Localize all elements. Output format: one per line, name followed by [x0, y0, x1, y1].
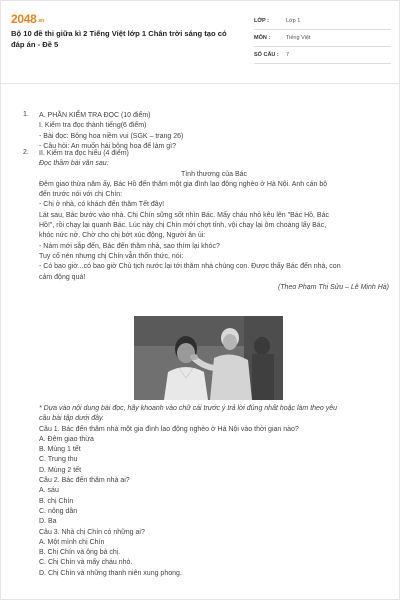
story-photo	[134, 316, 283, 400]
photo-illustration	[134, 316, 283, 400]
answer-option: B. chị Chín	[39, 497, 74, 505]
story-line: khóc nức nở. Chờ cho chị bớt xúc động, Người ân ủi:	[39, 232, 206, 240]
question-line: Câu 3. Nhà chị Chín có những ai?	[39, 528, 145, 536]
document-title: Bộ 10 đề thi giữa kì 2 Tiếng Việt lớp 1 Chân trời sáng tạo có đáp án - Đề 5	[11, 29, 227, 49]
meta-subject-key: MÔN :	[254, 35, 271, 41]
story-line: - Chị ở nhà, có khách đến thăm Tết đây!	[39, 201, 165, 209]
question-number: 1.	[23, 111, 29, 118]
answer-option: C. nông dân	[39, 507, 78, 515]
answer-option: D. Ba	[39, 518, 57, 526]
answer-instruction: * Dựa vào nội dung bài đọc, hãy khoanh vào chữ cái trước ý trả lời đúng nhất hoặc làm theo yêu	[39, 405, 338, 412]
question-line: Câu 1. Bác đến thăm nhà một gia đình lao động nghèo ở Hà Nội vào thời gian nào?	[39, 425, 299, 433]
story-line: - Nám mới sắp đến, Bác đến thăm nhà, sao thím lại khóc?	[39, 242, 220, 250]
story-source: (Theo Phạm Thị Sửu – Lê Minh Hà)	[277, 283, 389, 291]
answer-option: C. Trung thu	[39, 456, 78, 464]
meta-count-row	[254, 47, 391, 64]
story-line: Lát sau, Bác bước vào nhà. Chị Chín sững sốt nhìn Bác. Mấy cháu nhỏ kêu lên "Bác Hồ, Bác	[39, 211, 329, 219]
q1-line: A. PHẦN KIỂM TRA ĐỌC (10 điểm)	[39, 112, 151, 119]
answer-option: A. Đêm giao thừa	[39, 435, 94, 443]
answer-instruction: cầu bài tập dưới đây.	[39, 415, 104, 423]
q1-line: I. Kiểm tra đọc thành tiếng(6 điểm)	[39, 122, 147, 130]
story-title: Tình thương của Bác	[180, 170, 248, 178]
answer-option: B. Mùng 1 tết	[39, 446, 81, 454]
meta-count-key: SỐ CÂU :	[254, 52, 279, 58]
answer-option: D. Mùng 2 tết	[39, 466, 82, 474]
question-number: 2.	[23, 149, 29, 156]
reading-instruction: Đọc thầm bài văn sau:	[39, 160, 109, 168]
site-logo[interactable]: 2048.vn	[11, 12, 44, 26]
q1-line: - Bài đọc: Bông hoa niềm vui (SGK – trang 26)	[39, 132, 184, 140]
answer-option: D. Chị Chín và những thanh niên xung phong.	[39, 569, 182, 577]
answer-option: C. Chị Chín và mấy cháu nhỏ.	[39, 559, 133, 567]
question-2-continued	[39, 404, 389, 579]
meta-subject-value: Tiếng Việt	[286, 35, 311, 41]
question-1-body	[39, 111, 389, 152]
question-line: Câu 2. Bác đến thăm nhà ai?	[39, 477, 130, 485]
meta-count-value: 7	[286, 52, 290, 58]
header-divider	[1, 83, 400, 84]
q1-line: - Câu hỏi: An muốn hái bông hoa để làm gì?	[39, 142, 176, 150]
story-line: đến trước nói với chị Chín:	[39, 191, 123, 199]
section-heading: II. Kiểm tra đọc hiểu (4 điểm)	[39, 150, 129, 157]
meta-subject-row	[254, 30, 391, 47]
answer-option: A. sáu	[39, 487, 59, 495]
meta-class-value: Lớp 1	[286, 18, 301, 24]
meta-class-row	[254, 13, 391, 30]
answer-option: B. Chị Chín và ông bà chị.	[39, 549, 121, 557]
story-line: - Có bao giờ...có bao giờ Chủ tịch nước lại tới thăm nhà chúng con. Được thấy Bác đến nhà, con	[39, 263, 341, 271]
story-line: Đêm giao thừa năm ấy, Bác Hồ đến thăm một gia đình lao động nghèo ở Hà Nội. Anh cán bộ	[39, 180, 328, 188]
question-2-body	[39, 149, 389, 293]
answer-option: A. Một mình chị Chín	[39, 538, 105, 546]
story-line: Hồ!", rồi chạy lại quanh Bác. Lúc này chị Chín mới chợt tỉnh, vội chạy lại ôm choàng lấy Bác,	[39, 222, 327, 230]
story-line: cảm động quá!	[39, 273, 86, 281]
story-line: Tuy cố nén nhưng chị Chín vẫn thổn thức, nói:	[39, 252, 184, 260]
meta-class-key: LỚP :	[254, 18, 269, 24]
